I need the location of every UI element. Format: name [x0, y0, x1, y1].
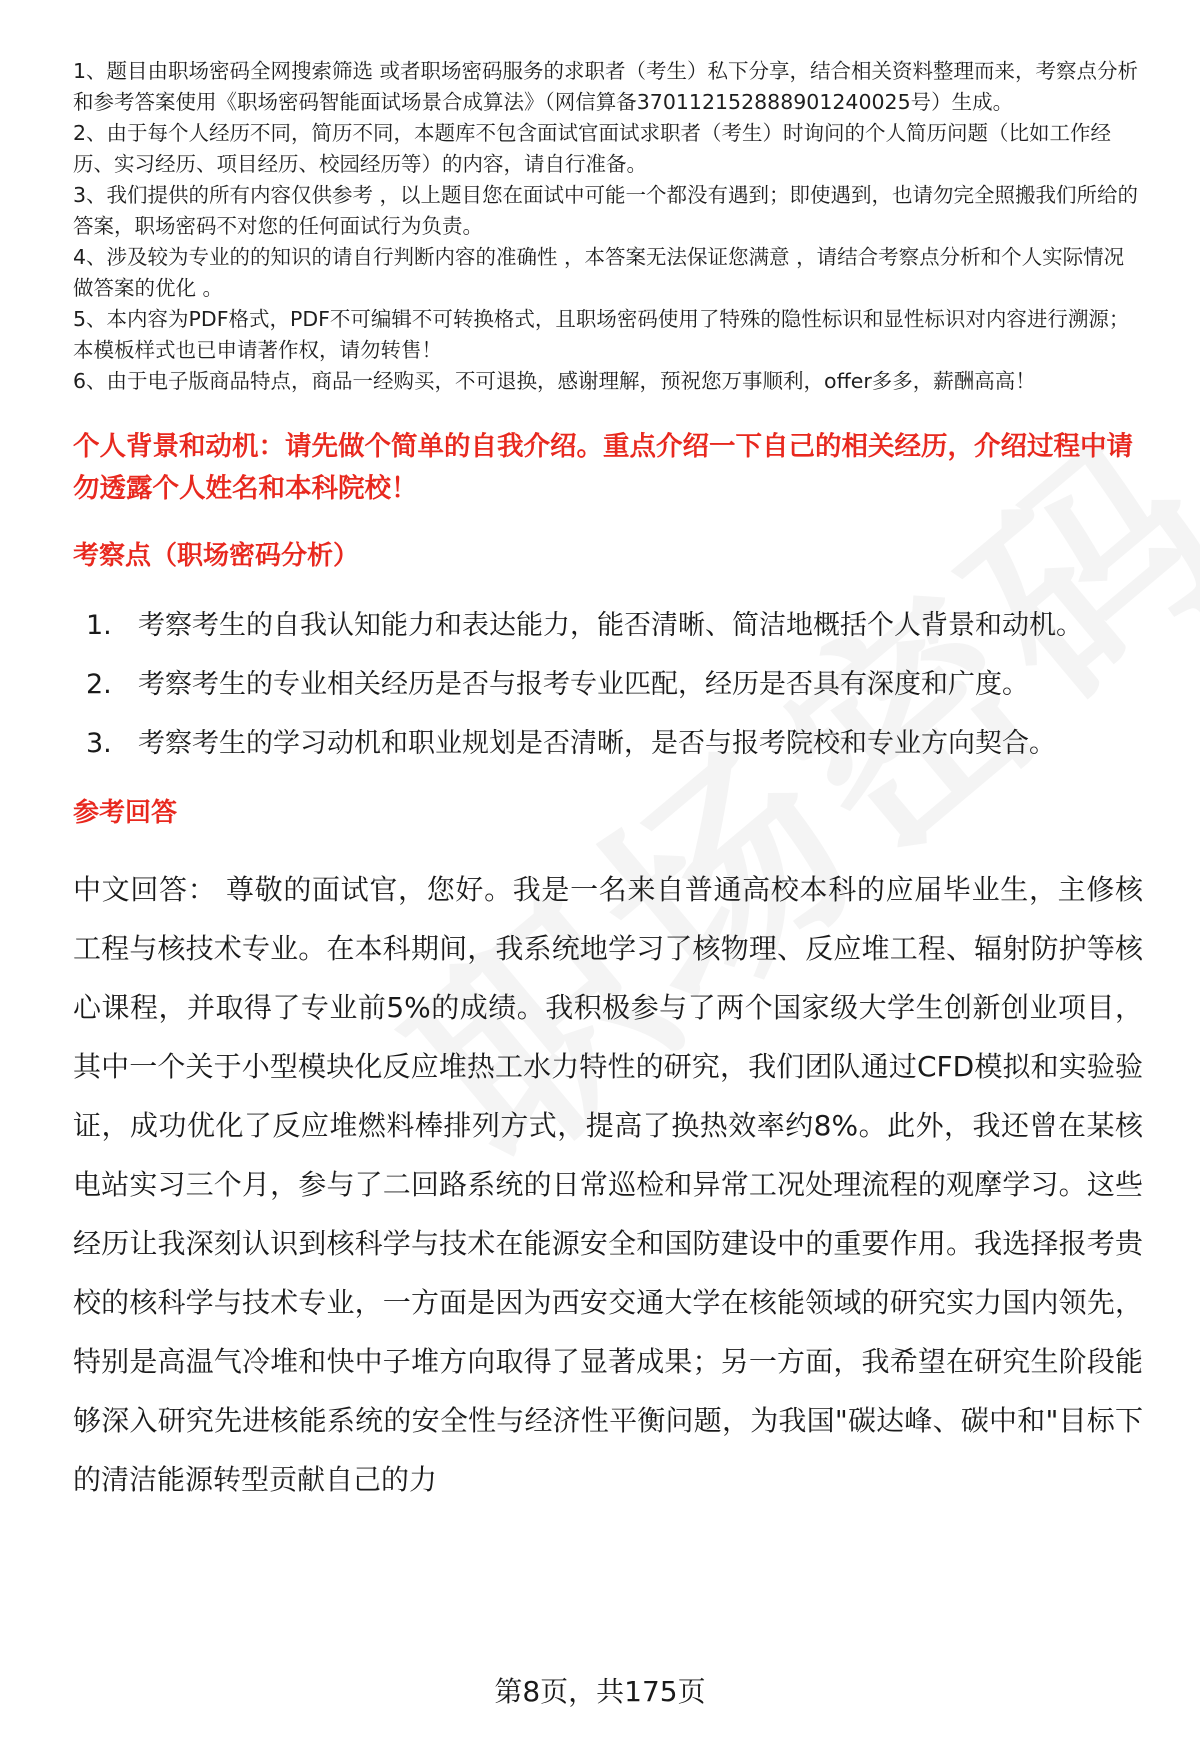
point-number: 3. — [86, 728, 112, 759]
notice-list — [73, 56, 1143, 397]
answer-title: 参考回答 — [73, 798, 178, 828]
point-text: 考察考生的学习动机和职业规划是否清晰，是否与报考院校和专业方向契合。 — [138, 728, 1056, 759]
point-text: 考察考生的专业相关经历是否与报考专业匹配，经历是否具有深度和广度。 — [138, 669, 1029, 700]
points-title: 考察点（职场密码分析） — [73, 541, 360, 571]
notice-item: 1、题目由职场密码全网搜索筛选 或者职场密码服务的求职者（考生）私下分享，结合相关资料整理而来，考察点分析和参考答案使用《职场密码智能面试场景合成算法》（网信算备370112152888901240025号）生成。 — [73, 59, 1139, 114]
point-item — [73, 655, 1143, 714]
notice-item: 5、本内容为PDF格式，PDF不可编辑不可转换格式，且职场密码使用了特殊的隐性标识和显性标识对内容进行溯源；本模板样式也已申请著作权，请勿转售！ — [73, 307, 1130, 362]
points-list — [73, 596, 1143, 773]
page-number: 第8页，共175页 — [494, 1675, 706, 1708]
point-number: 2. — [86, 669, 112, 700]
notice-item: 3、我们提供的所有内容仅供参考 ，以上题目您在面试中可能一个都没有遇到；即使遇到，也请勿完全照搬我们所给的答案，职场密码不对您的任何面试行为负责。 — [73, 183, 1139, 238]
question-heading: 个人背景和动机：请先做个简单的自我介绍。重点介绍一下自己的相关经历，介绍过程中请勿透露个人姓名和本科院校！ — [73, 431, 1133, 504]
page-content — [73, 56, 1143, 1509]
notice-item: 4、涉及较为专业的的知识的请自行判断内容的准确性 ，本答案无法保证您满意 ，请结合考察点分析和个人实际情况做答案的优化 。 — [73, 245, 1125, 300]
point-number: 1. — [86, 610, 112, 641]
notice-item: 6、由于电子版商品特点，商品一经购买，不可退换，感谢理解，预祝您万事顺利，offer多多，薪酬高高！ — [73, 369, 1036, 393]
point-item — [73, 596, 1143, 655]
notice-item: 2、由于每个人经历不同，简历不同，本题库不包含面试官面试求职者（考生）时询问的个人简历问题（比如工作经历、实习经历、项目经历、校园经历等）的内容，请自行准备。 — [73, 121, 1112, 176]
answer-body: 中文回答： 尊敬的面试官，您好。我是一名来自普通高校本科的应届毕业生，主修核工程与核技术专业。在本科期间，我系统地学习了核物理、反应堆工程、辐射防护等核心课程，并取得了专业前5%的成绩。我积极参与了两个国家级大学生创新创业项目，其中一个关于小型模块化反应堆热工水力特性的研究，我们团队通过CFD模拟和实验验证，成功优化了反应堆燃料棒排列方式，提高了换热效率约8%。此外，我还曾在某核电站实习三个月，参与了二回路系统的日常巡检和异常工况处理流程的观摩学习。这些经历让我深刻认识到核科学与技术在能源安全和国防建设中的重要作用。我选择报考贵校的核科学与技术专业，一方面是因为西安交通大学在核能领域的研究实力国内领先，特别是高温气冷堆和快中子堆方向取得了显著成果；另一方面，我希望在研究生阶段能够深入研究先进核能系统的安全性与经济性平衡问题，为我国"碳达峰、碳中和"目标下的清洁能源转型贡献自己的力 — [73, 873, 1143, 1496]
point-item — [73, 714, 1143, 773]
point-text: 考察考生的自我认知能力和表达能力，能否清晰、简洁地概括个人背景和动机。 — [138, 610, 1083, 641]
